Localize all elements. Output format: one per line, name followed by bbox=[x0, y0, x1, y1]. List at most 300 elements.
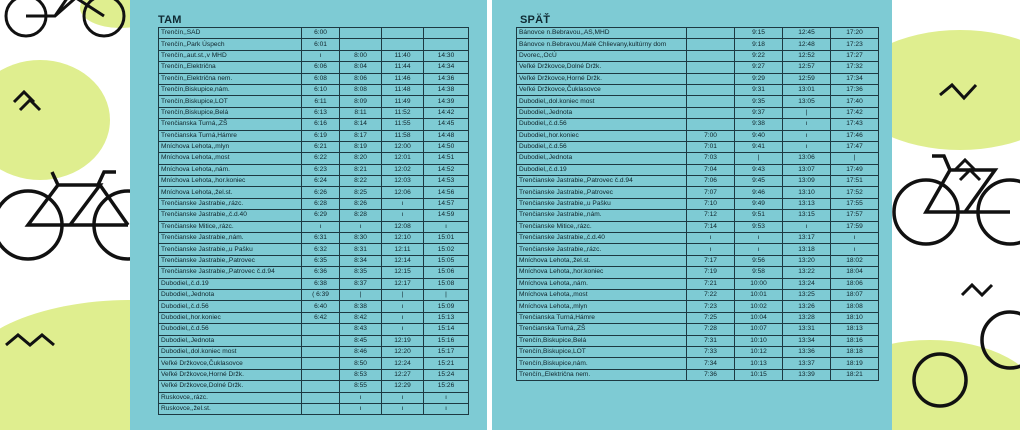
departure-time: 7:07 bbox=[687, 187, 735, 198]
departure-time: 15:16 bbox=[424, 335, 469, 346]
departure-time bbox=[302, 381, 340, 392]
stop-name: Trenčianske Jastrabie,,č.d.40 bbox=[159, 210, 302, 221]
departure-time: 6:16 bbox=[302, 119, 340, 130]
departure-time: | bbox=[735, 153, 783, 164]
departure-time: 7:01 bbox=[687, 141, 735, 152]
departure-time: 12:27 bbox=[382, 369, 424, 380]
stop-name: Trenčianska Turná,Hámre bbox=[159, 130, 302, 141]
stop-name: Dubodiel,,Jednota bbox=[517, 107, 687, 118]
departure-time: 18:21 bbox=[831, 369, 879, 380]
departure-time: 6:01 bbox=[302, 39, 340, 50]
departure-time: 9:51 bbox=[735, 210, 783, 221]
departure-time: 9:15 bbox=[735, 28, 783, 39]
departure-time: 9:56 bbox=[735, 255, 783, 266]
departure-time: 7:12 bbox=[687, 210, 735, 221]
departure-time: 13:26 bbox=[783, 301, 831, 312]
departure-time: 13:28 bbox=[783, 312, 831, 323]
departure-time: 7:21 bbox=[687, 278, 735, 289]
stop-name: Trenčianske Jastrabie,,č.d.40 bbox=[517, 233, 687, 244]
table-row bbox=[517, 301, 879, 312]
table-row bbox=[517, 198, 879, 209]
stop-name: Trenčianske Jastrabie,,nám. bbox=[159, 233, 302, 244]
table-row bbox=[159, 107, 469, 118]
departure-time: 14:38 bbox=[424, 84, 469, 95]
departure-time: 13:15 bbox=[783, 210, 831, 221]
stop-name: Trenčianske Jastrabie,,u Pašku bbox=[517, 198, 687, 209]
departure-time: 13:34 bbox=[783, 335, 831, 346]
table-row bbox=[517, 130, 879, 141]
return-timetable bbox=[516, 27, 879, 381]
departure-time: 6:19 bbox=[302, 130, 340, 141]
departure-time: 17:23 bbox=[831, 39, 879, 50]
departure-time bbox=[302, 369, 340, 380]
departure-time bbox=[687, 84, 735, 95]
stop-name: Trenčín,Biskupice,Belá bbox=[517, 335, 687, 346]
departure-time: 18:04 bbox=[831, 267, 879, 278]
departure-time: 17:59 bbox=[831, 221, 879, 232]
table-row bbox=[159, 28, 469, 39]
departure-time: 8:00 bbox=[340, 50, 382, 61]
departure-time: 6:28 bbox=[302, 198, 340, 209]
table-row bbox=[159, 369, 469, 380]
departure-time: 12:20 bbox=[382, 346, 424, 357]
stop-name: Mníchova Lehota,,hor.koniec bbox=[159, 176, 302, 187]
departure-time: ı bbox=[382, 312, 424, 323]
departure-time: ı bbox=[302, 221, 340, 232]
table-row bbox=[517, 39, 879, 50]
departure-time bbox=[340, 28, 382, 39]
table-row bbox=[517, 255, 879, 266]
departure-time: 6:11 bbox=[302, 96, 340, 107]
departure-time: 8:43 bbox=[340, 324, 382, 335]
stop-name: Trenčín,Biskupice,Belá bbox=[159, 107, 302, 118]
table-row bbox=[159, 73, 469, 84]
departure-time: 6:23 bbox=[302, 164, 340, 175]
departure-time: 10:13 bbox=[735, 358, 783, 369]
departure-time: 8:38 bbox=[340, 301, 382, 312]
stop-name: Bánovce n.Bebravou,Malé Chlievany,kultúrny dom bbox=[517, 39, 687, 50]
departure-time: 8:14 bbox=[340, 119, 382, 130]
departure-time: 14:51 bbox=[424, 153, 469, 164]
departure-time: | bbox=[424, 289, 469, 300]
stop-name: Dubodiel,,č.d.56 bbox=[517, 141, 687, 152]
table-row bbox=[517, 176, 879, 187]
departure-time: 17:27 bbox=[831, 50, 879, 61]
table-row bbox=[517, 96, 879, 107]
departure-time bbox=[302, 346, 340, 357]
stop-name: Dubodiel,,dol.koniec most bbox=[159, 346, 302, 357]
departure-time: 8:37 bbox=[340, 278, 382, 289]
departure-time: 7:34 bbox=[687, 358, 735, 369]
departure-time bbox=[302, 403, 340, 414]
departure-time: 14:42 bbox=[424, 107, 469, 118]
table-row bbox=[159, 84, 469, 95]
stop-name: Dubodiel,,Jednota bbox=[159, 289, 302, 300]
departure-time: 9:45 bbox=[735, 176, 783, 187]
departure-time: 17:57 bbox=[831, 210, 879, 221]
departure-time: ı bbox=[382, 210, 424, 221]
departure-time: 8:17 bbox=[340, 130, 382, 141]
departure-time: 14:30 bbox=[424, 50, 469, 61]
stop-name: Mníchova Lehota,,mlyn bbox=[517, 301, 687, 312]
table-row bbox=[159, 346, 469, 357]
departure-time: 6:42 bbox=[302, 312, 340, 323]
table-row bbox=[159, 301, 469, 312]
table-row bbox=[517, 164, 879, 175]
departure-time: 7:06 bbox=[687, 176, 735, 187]
departure-time: 11:58 bbox=[382, 130, 424, 141]
departure-time: 11:44 bbox=[382, 62, 424, 73]
departure-time: 13:17 bbox=[783, 233, 831, 244]
departure-time: 12:17 bbox=[382, 278, 424, 289]
departure-time: 12:02 bbox=[382, 164, 424, 175]
departure-time: ı bbox=[735, 244, 783, 255]
departure-time: 6:31 bbox=[302, 233, 340, 244]
table-row bbox=[517, 221, 879, 232]
table-row bbox=[159, 62, 469, 73]
departure-time: 10:01 bbox=[735, 289, 783, 300]
departure-time: ı bbox=[340, 392, 382, 403]
table-row bbox=[517, 153, 879, 164]
table-row bbox=[159, 221, 469, 232]
table-row bbox=[517, 369, 879, 380]
table-row bbox=[159, 312, 469, 323]
departure-time: 18:16 bbox=[831, 335, 879, 346]
departure-time: 6:22 bbox=[302, 153, 340, 164]
table-row bbox=[159, 278, 469, 289]
table-row bbox=[517, 289, 879, 300]
departure-time: 13:24 bbox=[783, 278, 831, 289]
outbound-panel bbox=[130, 0, 487, 430]
departure-time: 8:06 bbox=[340, 73, 382, 84]
departure-time: ı bbox=[687, 244, 735, 255]
departure-time: ı bbox=[783, 119, 831, 130]
departure-time: 6:36 bbox=[302, 267, 340, 278]
departure-time: 18:06 bbox=[831, 278, 879, 289]
departure-time: 15:01 bbox=[424, 233, 469, 244]
departure-time: 6:00 bbox=[302, 28, 340, 39]
departure-time: 18:07 bbox=[831, 289, 879, 300]
table-row bbox=[159, 130, 469, 141]
departure-time: 17:34 bbox=[831, 73, 879, 84]
departure-time: ı bbox=[735, 233, 783, 244]
departure-time: | bbox=[783, 107, 831, 118]
return-title: SPÄŤ bbox=[520, 14, 551, 26]
departure-time bbox=[424, 28, 469, 39]
stop-name: Trenčianske Jastrabie,,u Pašku bbox=[159, 244, 302, 255]
departure-time: 12:08 bbox=[382, 221, 424, 232]
departure-time: 9:18 bbox=[735, 39, 783, 50]
table-row bbox=[159, 233, 469, 244]
departure-time bbox=[687, 107, 735, 118]
departure-time: 15:09 bbox=[424, 301, 469, 312]
table-row bbox=[159, 381, 469, 392]
departure-time: 14:48 bbox=[424, 130, 469, 141]
stop-name: Trenčín,,Park Úspech bbox=[159, 39, 302, 50]
table-row bbox=[159, 210, 469, 221]
stop-name: Trenčín,,Električna nem. bbox=[159, 73, 302, 84]
departure-time: 9:49 bbox=[735, 198, 783, 209]
departure-time bbox=[687, 73, 735, 84]
table-row bbox=[517, 278, 879, 289]
table-row bbox=[517, 28, 879, 39]
departure-time: 13:36 bbox=[783, 346, 831, 357]
departure-time: 8:53 bbox=[340, 369, 382, 380]
table-row bbox=[517, 84, 879, 95]
departure-time: 18:02 bbox=[831, 255, 879, 266]
departure-time: 7:19 bbox=[687, 267, 735, 278]
table-row bbox=[159, 96, 469, 107]
departure-time: ı bbox=[382, 403, 424, 414]
departure-time: ( 6:39 bbox=[302, 289, 340, 300]
departure-time: 8:34 bbox=[340, 255, 382, 266]
departure-time: 12:29 bbox=[382, 381, 424, 392]
stop-name: Dubodiel,,Jednota bbox=[159, 335, 302, 346]
departure-time: 9:35 bbox=[735, 96, 783, 107]
departure-time: 17:43 bbox=[831, 119, 879, 130]
departure-time bbox=[302, 392, 340, 403]
departure-time: 6:35 bbox=[302, 255, 340, 266]
stop-name: Trenčín,,Električna nem. bbox=[517, 369, 687, 380]
departure-time: ı bbox=[831, 233, 879, 244]
stop-name: Dvorec,,OcÚ bbox=[517, 50, 687, 61]
departure-time: 12:14 bbox=[382, 255, 424, 266]
departure-time: 8:08 bbox=[340, 84, 382, 95]
departure-time: 13:37 bbox=[783, 358, 831, 369]
stop-name: Trenčianska Turná,,ZŠ bbox=[159, 119, 302, 130]
table-row bbox=[159, 267, 469, 278]
departure-time: 11:40 bbox=[382, 50, 424, 61]
departure-time: 8:26 bbox=[340, 198, 382, 209]
departure-time: | bbox=[382, 289, 424, 300]
departure-time: 9:29 bbox=[735, 73, 783, 84]
departure-time: 6:06 bbox=[302, 62, 340, 73]
departure-time: 9:58 bbox=[735, 267, 783, 278]
departure-time bbox=[687, 39, 735, 50]
departure-time: 14:50 bbox=[424, 141, 469, 152]
stop-name: Mníchova Lehota,,most bbox=[159, 153, 302, 164]
table-row bbox=[517, 233, 879, 244]
departure-time: 6:29 bbox=[302, 210, 340, 221]
departure-time: 17:47 bbox=[831, 141, 879, 152]
departure-time bbox=[302, 358, 340, 369]
departure-time: 9:38 bbox=[735, 119, 783, 130]
departure-time: ı bbox=[302, 50, 340, 61]
table-row bbox=[159, 392, 469, 403]
stop-name: Trenčín,,Električna bbox=[159, 62, 302, 73]
departure-time: 17:46 bbox=[831, 130, 879, 141]
departure-time: 14:57 bbox=[424, 198, 469, 209]
departure-time: 9:43 bbox=[735, 164, 783, 175]
departure-time: 15:06 bbox=[424, 267, 469, 278]
departure-time: 7:36 bbox=[687, 369, 735, 380]
departure-time: 7:31 bbox=[687, 335, 735, 346]
departure-time bbox=[302, 324, 340, 335]
departure-time: 6:32 bbox=[302, 244, 340, 255]
departure-time: 14:36 bbox=[424, 73, 469, 84]
stop-name: Trenčín,Biskupice,LOT bbox=[517, 346, 687, 357]
departure-time: 13:10 bbox=[783, 187, 831, 198]
departure-time: 8:19 bbox=[340, 141, 382, 152]
departure-time: 8:46 bbox=[340, 346, 382, 357]
departure-time: 7:28 bbox=[687, 324, 735, 335]
departure-time: 6:08 bbox=[302, 73, 340, 84]
departure-time: 9:40 bbox=[735, 130, 783, 141]
outbound-timetable bbox=[158, 27, 469, 415]
departure-time: 17:42 bbox=[831, 107, 879, 118]
stop-name: Trenčianske Jastrabie,,Patrovec č.d.94 bbox=[517, 176, 687, 187]
departure-time: 7:00 bbox=[687, 130, 735, 141]
departure-time: 6:38 bbox=[302, 278, 340, 289]
departure-time: ı bbox=[382, 198, 424, 209]
departure-time: 9:53 bbox=[735, 221, 783, 232]
table-row bbox=[517, 244, 879, 255]
stop-name: Dubodiel,,hor.koniec bbox=[159, 312, 302, 323]
table-row bbox=[159, 335, 469, 346]
departure-time: 9:22 bbox=[735, 50, 783, 61]
table-row bbox=[517, 62, 879, 73]
departure-time: | bbox=[340, 289, 382, 300]
departure-time: 12:19 bbox=[382, 335, 424, 346]
departure-time bbox=[340, 39, 382, 50]
table-row bbox=[159, 255, 469, 266]
stop-name: Mníchova Lehota,,žel.st. bbox=[159, 187, 302, 198]
departure-time bbox=[302, 335, 340, 346]
table-row bbox=[159, 141, 469, 152]
departure-time: 12:45 bbox=[783, 28, 831, 39]
table-row bbox=[517, 73, 879, 84]
stop-name: Trenčín,Biskupice,nám. bbox=[517, 358, 687, 369]
departure-time: 13:01 bbox=[783, 84, 831, 95]
departure-time: 10:00 bbox=[735, 278, 783, 289]
stop-name: Veľké Držkovce,Dolné Držk. bbox=[159, 381, 302, 392]
table-row bbox=[517, 335, 879, 346]
departure-time: ı bbox=[382, 392, 424, 403]
departure-time: 11:55 bbox=[382, 119, 424, 130]
departure-time: 6:40 bbox=[302, 301, 340, 312]
stop-name: Dubodiel,,č.d.19 bbox=[517, 164, 687, 175]
stop-name: Mníchova Lehota,,žel.st. bbox=[517, 255, 687, 266]
departure-time: 12:00 bbox=[382, 141, 424, 152]
departure-time: 15:14 bbox=[424, 324, 469, 335]
stop-name: Dubodiel,,Jednota bbox=[517, 153, 687, 164]
stop-name: Veľké Držkovce,Čuklasovce bbox=[517, 84, 687, 95]
departure-time: 9:46 bbox=[735, 187, 783, 198]
table-row bbox=[517, 210, 879, 221]
table-row bbox=[517, 141, 879, 152]
departure-time: 7:10 bbox=[687, 198, 735, 209]
stop-name: Veľké Držkovce,Čuklasovce bbox=[159, 358, 302, 369]
departure-time: 15:13 bbox=[424, 312, 469, 323]
table-row bbox=[517, 187, 879, 198]
departure-time: 13:25 bbox=[783, 289, 831, 300]
departure-time: 6:10 bbox=[302, 84, 340, 95]
departure-time: 14:45 bbox=[424, 119, 469, 130]
departure-time: 8:35 bbox=[340, 267, 382, 278]
departure-time: 8:55 bbox=[340, 381, 382, 392]
departure-time bbox=[687, 96, 735, 107]
departure-time: 6:24 bbox=[302, 176, 340, 187]
stop-name: Mníchova Lehota,,nám. bbox=[517, 278, 687, 289]
stop-name: Veľké Držkovce,Horné Držk. bbox=[517, 73, 687, 84]
departure-time: 11:46 bbox=[382, 73, 424, 84]
departure-time: ı bbox=[783, 130, 831, 141]
departure-time bbox=[424, 39, 469, 50]
stop-name: Trenčín,,aut.st.,v MHD bbox=[159, 50, 302, 61]
stop-name: Trenčianske Jastrabie,,nám. bbox=[517, 210, 687, 221]
departure-time: ı bbox=[783, 141, 831, 152]
departure-time: ı bbox=[382, 301, 424, 312]
departure-time: 15:05 bbox=[424, 255, 469, 266]
table-row bbox=[159, 187, 469, 198]
departure-time bbox=[382, 28, 424, 39]
return-panel bbox=[492, 0, 892, 430]
table-row bbox=[159, 358, 469, 369]
departure-time: 7:25 bbox=[687, 312, 735, 323]
departure-time: 11:49 bbox=[382, 96, 424, 107]
departure-time: 18:18 bbox=[831, 346, 879, 357]
departure-time: 13:39 bbox=[783, 369, 831, 380]
table-row bbox=[159, 153, 469, 164]
departure-time: 14:52 bbox=[424, 164, 469, 175]
departure-time: ı bbox=[783, 221, 831, 232]
departure-time: 18:13 bbox=[831, 324, 879, 335]
departure-time bbox=[687, 50, 735, 61]
departure-time: 9:37 bbox=[735, 107, 783, 118]
departure-time: ı bbox=[424, 221, 469, 232]
stop-name: Dubodiel,,č.d.56 bbox=[159, 301, 302, 312]
departure-time: 17:32 bbox=[831, 62, 879, 73]
departure-time: 8:42 bbox=[340, 312, 382, 323]
departure-time: 12:59 bbox=[783, 73, 831, 84]
departure-time: 8:09 bbox=[340, 96, 382, 107]
stop-name: Dubodiel,,č.d.56 bbox=[159, 324, 302, 335]
stop-name: Trenčianske Jastrabie,,Patrovec bbox=[517, 187, 687, 198]
stop-name: Dubodiel,,č.d.19 bbox=[159, 278, 302, 289]
departure-time: 12:57 bbox=[783, 62, 831, 73]
departure-time: | bbox=[831, 153, 879, 164]
departure-time: 17:51 bbox=[831, 176, 879, 187]
departure-time: ı bbox=[831, 244, 879, 255]
departure-time: 7:33 bbox=[687, 346, 735, 357]
departure-time: 11:52 bbox=[382, 107, 424, 118]
departure-time: 18:19 bbox=[831, 358, 879, 369]
table-row bbox=[159, 324, 469, 335]
stop-name: Trenčianske Jastrabie,,rázc. bbox=[517, 244, 687, 255]
departure-time: 7:03 bbox=[687, 153, 735, 164]
departure-time: 15:26 bbox=[424, 381, 469, 392]
departure-time: 7:14 bbox=[687, 221, 735, 232]
stop-name: Trenčianske Jastrabie,,Patrovec č.d.94 bbox=[159, 267, 302, 278]
departure-time: 7:22 bbox=[687, 289, 735, 300]
departure-time: 8:28 bbox=[340, 210, 382, 221]
stop-name: Mníchova Lehota,,nám. bbox=[159, 164, 302, 175]
stop-name: Trenčianska Turná,Hámre bbox=[517, 312, 687, 323]
departure-time: ı bbox=[340, 221, 382, 232]
departure-time: 8:22 bbox=[340, 176, 382, 187]
departure-time: ı bbox=[340, 403, 382, 414]
table-row bbox=[159, 50, 469, 61]
departure-time: 13:22 bbox=[783, 267, 831, 278]
table-row bbox=[517, 358, 879, 369]
table-row bbox=[159, 176, 469, 187]
stop-name: Trenčianska Turná,,ZŠ bbox=[517, 324, 687, 335]
departure-time: 8:45 bbox=[340, 335, 382, 346]
departure-time: 18:10 bbox=[831, 312, 879, 323]
departure-time: 7:23 bbox=[687, 301, 735, 312]
departure-time: 15:21 bbox=[424, 358, 469, 369]
table-row bbox=[517, 119, 879, 130]
